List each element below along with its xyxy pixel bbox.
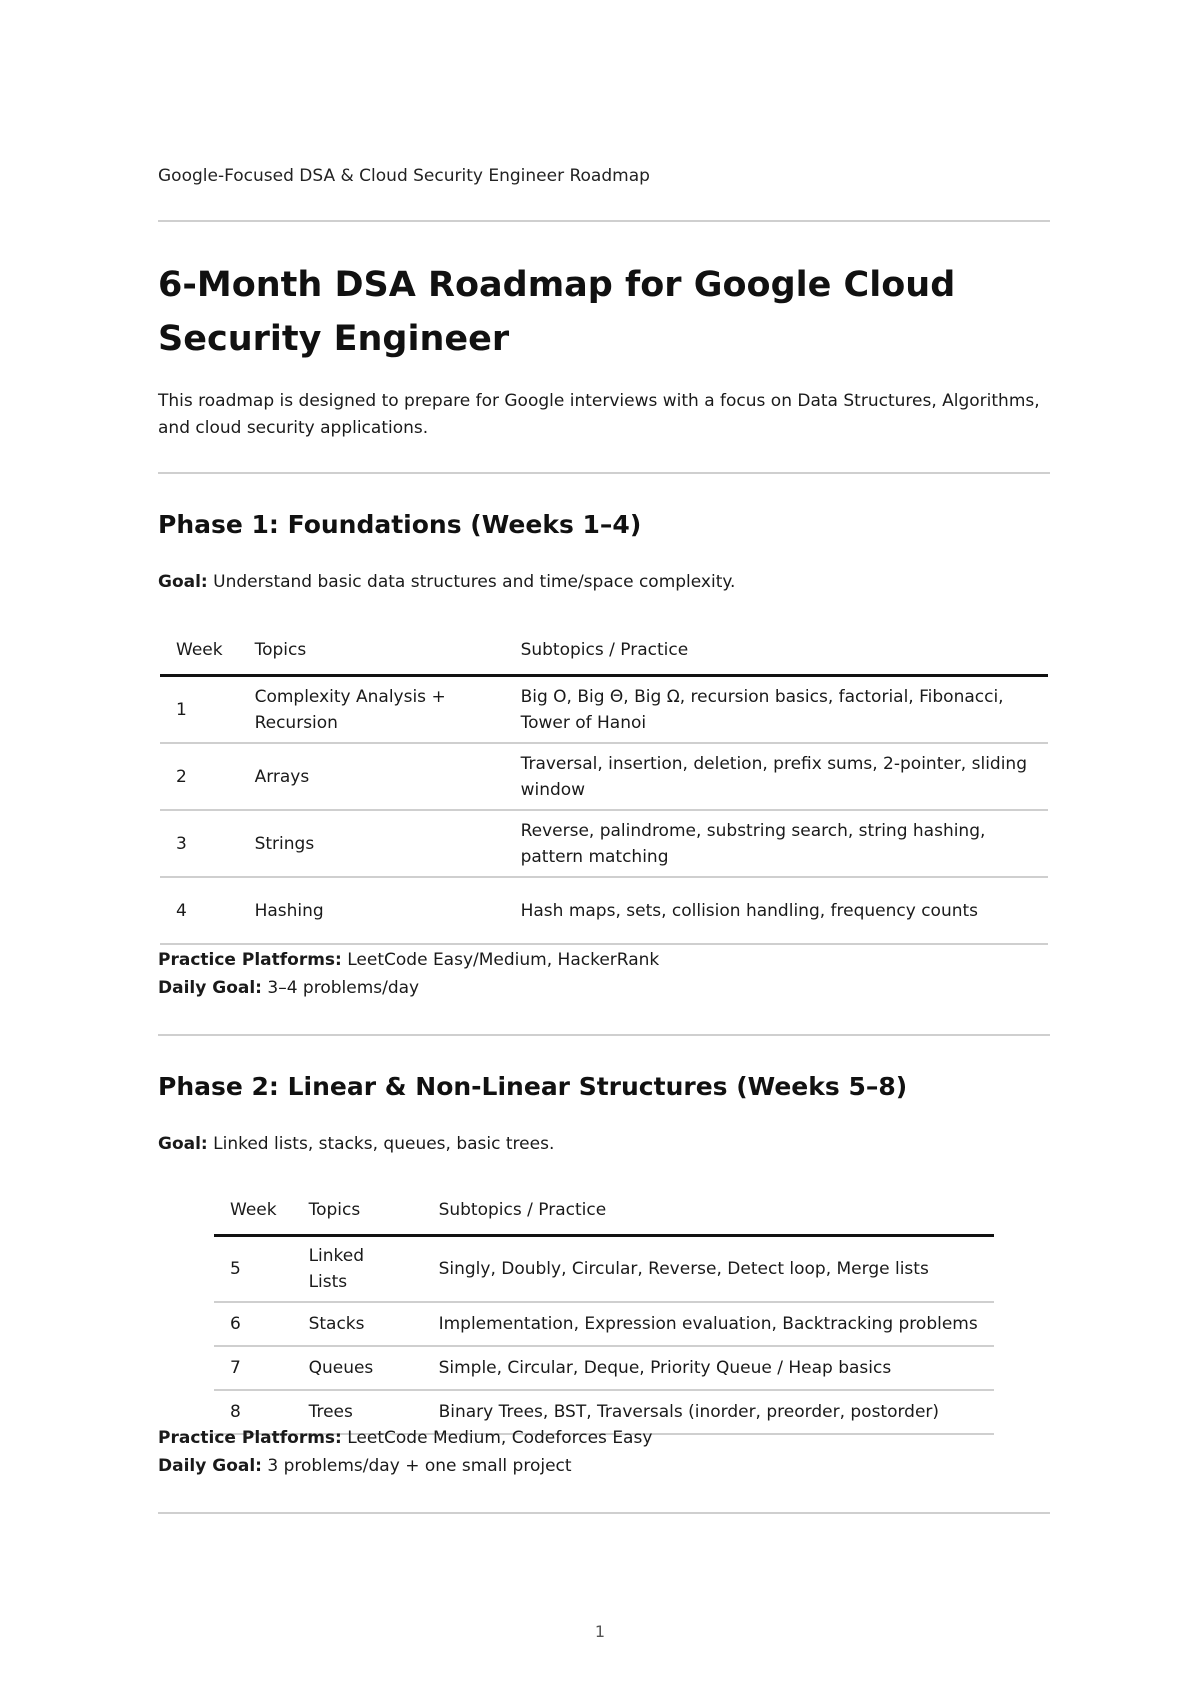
table-row — [160, 743, 1048, 810]
topic-cell: Strings — [239, 810, 505, 877]
week-cell: 2 — [160, 743, 239, 810]
week-cell: 4 — [160, 877, 239, 944]
divider — [158, 472, 1050, 474]
platforms-text: LeetCode Easy/Medium, HackerRank — [341, 950, 660, 970]
column-header-week: Week — [160, 626, 239, 676]
platforms-text: LeetCode Medium, Codeforces Easy — [341, 1428, 653, 1448]
column-header-subtopics: Subtopics / Practice — [505, 626, 1048, 676]
table-header-row — [214, 1186, 994, 1236]
subtopic-cell: Simple, Circular, Deque, Priority Queue / Heap basics — [423, 1346, 994, 1390]
column-header-week: Week — [214, 1186, 293, 1236]
subtopic-cell: Implementation, Expression evaluation, Backtracking problems — [423, 1302, 994, 1346]
daily-goal-text: 3–4 problems/day — [261, 978, 420, 998]
subtopic-cell: Binary Trees, BST, Traversals (inorder, preorder, postorder) — [423, 1390, 994, 1434]
divider — [158, 1512, 1050, 1514]
platforms-label: Practice Platforms: — [158, 950, 342, 970]
phase2-goal — [158, 1134, 554, 1154]
goal-text: Understand basic data structures and time/space complexity. — [207, 572, 736, 592]
week-cell: 5 — [214, 1236, 293, 1303]
page-number: 1 — [594, 1622, 606, 1641]
week-cell: 8 — [214, 1390, 293, 1434]
table-header-row — [160, 626, 1048, 676]
week-cell: 6 — [214, 1302, 293, 1346]
phase2-table — [214, 1186, 994, 1435]
table-row — [160, 877, 1048, 944]
topic-cell: Hashing — [239, 877, 505, 944]
divider — [158, 1034, 1050, 1036]
goal-label: Goal: — [158, 1134, 208, 1154]
column-header-subtopics: Subtopics / Practice — [423, 1186, 994, 1236]
goal-text: Linked lists, stacks, queues, basic trees. — [207, 1134, 555, 1154]
intro-paragraph: This roadmap is designed to prepare for Google interviews with a focus on Data Structures, Algorithms, and cloud security applications. — [158, 391, 1040, 438]
topic-cell: Trees — [293, 1390, 423, 1434]
phase1-daily-goal — [158, 974, 419, 1002]
week-cell: 1 — [160, 676, 239, 744]
table-row — [160, 676, 1048, 744]
running-header: Google-Focused DSA & Cloud Security Engineer Roadmap — [158, 166, 650, 186]
goal-label: Goal: — [158, 572, 208, 592]
table-row — [214, 1236, 994, 1303]
topic-cell: Queues — [293, 1346, 423, 1390]
daily-goal-label: Daily Goal: — [158, 978, 262, 998]
topic-cell: Arrays — [239, 743, 505, 810]
table-row — [214, 1302, 994, 1346]
topic-cell: Linked Lists — [293, 1236, 423, 1303]
table-row — [160, 810, 1048, 877]
phase2-daily-goal — [158, 1452, 572, 1480]
phase1-platforms — [158, 946, 659, 974]
daily-goal-label: Daily Goal: — [158, 1456, 262, 1476]
subtopic-cell: Big O, Big Θ, Big Ω, recursion basics, factorial, Fibonacci, Tower of Hanoi — [505, 676, 1048, 744]
column-header-topics: Topics — [293, 1186, 423, 1236]
phase1-goal — [158, 572, 735, 592]
column-header-topics: Topics — [239, 626, 505, 676]
phase2-heading: Phase 2: Linear & Non-Linear Structures (Weeks 5–8) — [158, 1072, 908, 1101]
phase1-table — [160, 626, 1048, 945]
platforms-label: Practice Platforms: — [158, 1428, 342, 1448]
topic-cell: Complexity Analysis + Recursion — [239, 676, 505, 744]
phase1-heading: Phase 1: Foundations (Weeks 1–4) — [158, 510, 642, 539]
page-title: 6-Month DSA Roadmap for Google Cloud Security Engineer — [158, 265, 956, 359]
phase2-platforms — [158, 1424, 652, 1452]
subtopic-cell: Singly, Doubly, Circular, Reverse, Detect loop, Merge lists — [423, 1236, 994, 1303]
subtopic-cell: Traversal, insertion, deletion, prefix sums, 2-pointer, sliding window — [505, 743, 1048, 810]
daily-goal-text: 3 problems/day + one small project — [261, 1456, 572, 1476]
week-cell: 3 — [160, 810, 239, 877]
topic-cell: Stacks — [293, 1302, 423, 1346]
week-cell: 7 — [214, 1346, 293, 1390]
subtopic-cell: Hash maps, sets, collision handling, frequency counts — [505, 877, 1048, 944]
table-row — [214, 1346, 994, 1390]
subtopic-cell: Reverse, palindrome, substring search, string hashing, pattern matching — [505, 810, 1048, 877]
divider — [158, 220, 1050, 222]
